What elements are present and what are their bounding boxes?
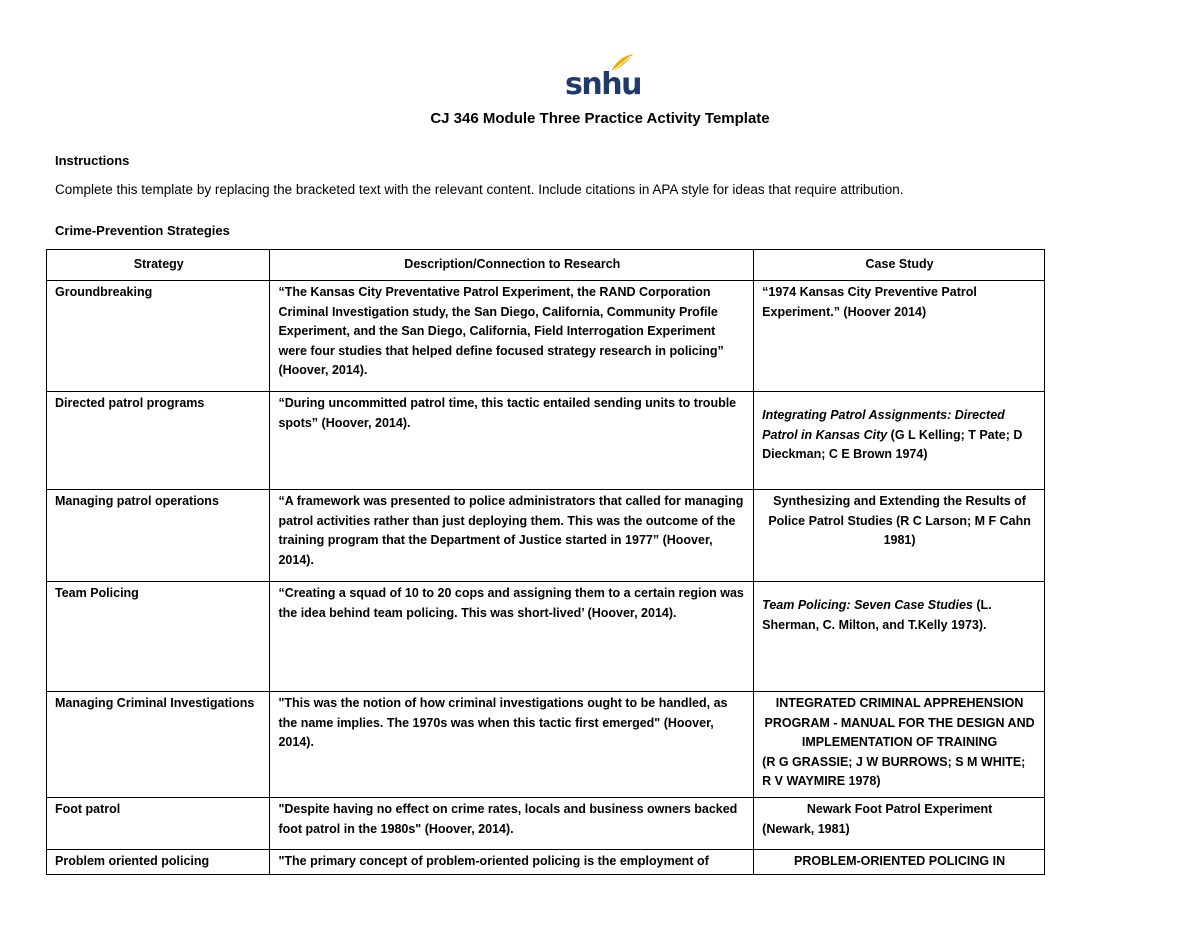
case-study-title: “1974 Kansas City Preventive Patrol Experiment.” (Hoover 2014): [762, 285, 977, 319]
case-study-title: PROBLEM-ORIENTED POLICING IN: [794, 854, 1006, 868]
strategy-cell: Problem oriented policing: [47, 850, 270, 875]
description-cell: “Creating a squad of 10 to 20 cops and assigning them to a certain region was the idea behind team policing. This was short-lived’ (Hoover, 2014).: [270, 582, 754, 692]
case-study-authors: (R G GRASSIE; J W BURROWS; S M WHITE; R V WAYMIRE 1978): [762, 754, 1026, 788]
strategy-cell: Managing patrol operations: [47, 490, 270, 582]
case-study-cell: [754, 798, 1045, 850]
strategy-cell: Directed patrol programs: [47, 392, 270, 490]
table-row: [47, 692, 1045, 798]
table-row: [47, 392, 1045, 490]
case-study-title: Team Policing: Seven Case Studies: [762, 598, 973, 612]
description-cell: "The primary concept of problem-oriented policing is the employment of: [270, 850, 754, 875]
header-strategy: Strategy: [47, 250, 270, 281]
document-title: CJ 346 Module Three Practice Activity Template: [430, 110, 770, 127]
case-study-title: Synthesizing and Extending the Results of Police Patrol Studies (R C Larson; M F Cahn 1981): [768, 494, 1031, 547]
table-row: [47, 850, 1045, 875]
header-case-study: Case Study: [754, 250, 1045, 281]
description-cell: “The Kansas City Preventative Patrol Experiment, the RAND Corporation Criminal Investigation study, the San Diego, California, Community Profile Experiment, and the San Diego, California, Field Interrogation Experiment were four studies that helped define focused strategy research in policing” (Hoover, 2014).: [270, 281, 754, 392]
logo-wordmark: snhu: [565, 67, 641, 102]
section-heading: Crime-Prevention Strategies: [55, 223, 230, 238]
case-study-cell: [754, 392, 1045, 490]
case-study-title: Newark Foot Patrol Experiment: [806, 802, 993, 816]
case-study-cell: [754, 281, 1045, 392]
instructions-body: Complete this template by replacing the bracketed text with the relevant content. Include citations in APA style for ideas that require attribution.: [55, 182, 904, 197]
strategy-cell: Managing Criminal Investigations: [47, 692, 270, 798]
case-study-authors: (Newark, 1981): [762, 821, 850, 836]
table-row: [47, 490, 1045, 582]
instructions-heading: Instructions: [55, 153, 130, 168]
description-cell: “A framework was presented to police administrators that called for managing patrol activities rather than just deploying them. This was the outcome of the training program that the Department of Justice started in 1977” (Hoover, 2014).: [270, 490, 754, 582]
strategies-table: [46, 249, 1045, 875]
case-study-authors: (G L Kelling; T Pate; D Dieckman; C E Brown 1974): [762, 427, 1023, 461]
case-study-cell: [754, 490, 1045, 582]
description-cell: "This was the notion of how criminal investigations ought to be handled, as the name implies. The 1970s was when this tactic first emerged" (Hoover, 2014).: [270, 692, 754, 798]
strategy-cell: Foot patrol: [47, 798, 270, 850]
header-description: Description/Connection to Research: [270, 250, 754, 281]
snhu-logo: [565, 52, 641, 102]
case-study-cell: [754, 692, 1045, 798]
description-cell: "Despite having no effect on crime rates, locals and business owners backed foot patrol in the 1980s" (Hoover, 2014).: [270, 798, 754, 850]
case-study-title: INTEGRATED CRIMINAL APPREHENSION PROGRAM - MANUAL FOR THE DESIGN AND IMPLEMENTATION OF TRAINING: [764, 696, 1035, 749]
case-study-cell: [754, 582, 1045, 692]
strategy-cell: Groundbreaking: [47, 281, 270, 392]
table-row: [47, 582, 1045, 692]
table-header-row: [47, 250, 1045, 281]
strategy-cell: Team Policing: [47, 582, 270, 692]
case-study-authors: (L. Sherman, C. Milton, and T.Kelly 1973).: [762, 598, 992, 632]
case-study-title: Integrating Patrol Assignments: Directed Patrol in Kansas City: [762, 408, 1005, 442]
table-row: [47, 281, 1045, 392]
table-row: [47, 798, 1045, 850]
description-cell: “During uncommitted patrol time, this tactic entailed sending units to trouble spots” (Hoover, 2014).: [270, 392, 754, 490]
case-study-cell: [754, 850, 1045, 875]
